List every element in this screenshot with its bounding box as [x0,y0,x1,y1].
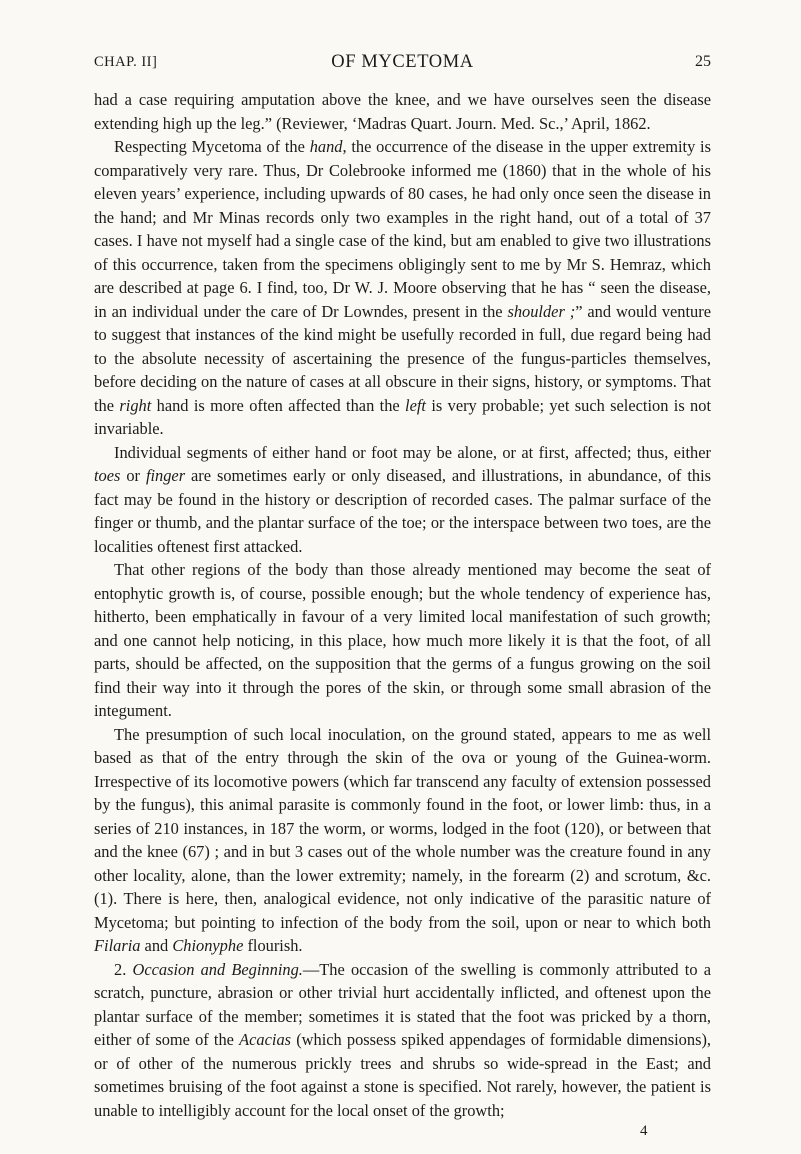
paragraph-other-regions [94,558,711,723]
text-run: (which possess spiked appendages of formidable dimensions), or of other of the numerous prickly trees and shrubs so wide-spread in the East; and sometimes bruising of the foot against a stone is specified. Not rarely, however, the patient is unable to intelligibly account for the local onset of the growth; [94,1030,712,1120]
text-run: Individual segments of either hand or foot may be alone, or at first, affected; thus, either [114,442,711,462]
running-header [94,52,711,76]
italic-term: Chionyphe [172,936,244,955]
page-body [94,88,711,1122]
italic-term: shoulder ; [507,301,576,321]
italic-term: Occasion and Beginning. [132,959,303,979]
text-run: hand is more often affected than the [151,395,406,415]
italic-term: hand [309,137,343,156]
paragraph-segments [94,441,711,559]
text-run: ” and would venture to suggest that instances of the kind might be usefully recorded in full, due regard being had to the absolute necessity of ascertaining the presence of the fungus-particles themselves, before deciding on the nature of cases at all obscure in their signs, history, or symptoms. That the [94,301,711,415]
text-run: is very probable; yet such selection is not invariable. [94,395,711,438]
text-run: The presumption of such local inoculation, on the ground stated, appears to me as well based as that of the entry through the skin of the ova or young of the Guinea-worm. Irrespective of its locomotive powers (which far transcend any faculty of extension possessed by the fungus), this animal parasite is commonly found in the foot, or lower limb: thus, in a series of 210 instances, in 187 the worm, or worms, lodged in the foot (120), or between that and the knee (67) ; and in but 3 cases out of the whole number was the creature found in any other locality, alone, than the lower extremity; namely, in the forearm (2) and scrotum, &c. (1). There is here, then, analogical evidence, not only indicative of the parasitic nature of Mycetoma; but pointing to infection of the body from the soil, upon or near to which both [94,724,711,932]
text-run: or [120,466,146,485]
signature-mark: 4 [640,1123,648,1139]
italic-term: finger [145,466,186,485]
italic-term: toes [94,466,121,485]
running-title: OF MYCETOMA [331,52,474,72]
text-run: and [140,936,173,955]
text-run: Respecting Mycetoma of the [114,137,310,156]
paragraph-inoculation [94,723,711,958]
paragraph-continued [94,88,711,135]
text-run: flourish. [243,936,303,955]
italic-term: Filaria [94,936,141,955]
text-run: 2. [114,959,133,979]
paragraph-occasion [94,958,711,1123]
chapter-label: CHAP. II] [94,54,158,70]
page-number: 25 [695,53,711,70]
text-run: —The occasion of the swelling is commonly attributed to a scratch, puncture, abrasion or other trivial hurt accidentally inflicted, and oftenest upon the plantar surface of the member; sometimes it is stated that the foot was pricked by a thorn, either of some of the [94,959,712,1049]
italic-term: left [405,395,426,415]
text-run: That other regions of the body than those already mentioned may become the seat of entophytic growth is, of course, possible enough; but the whole tendency of experience has, hitherto, been emphatically in favour of a very limited local manifestation of such growth; and one cannot help noticing, in this place, how much more likely it is that the foot, of all parts, should be affected, on the supposition that the germs of a fungus growing on the soil find their way into it through the pores of the skin, or through some small abrasion of the integument. [94,560,711,720]
italic-term: right [119,395,152,415]
paragraph-hand [94,135,711,441]
italic-term: Acacias [239,1030,292,1049]
text-run: are sometimes early or only diseased, and illustrations, in abundance, of this fact may be found in the history or description of recorded cases. The palmar surface of the finger or thumb, and the plantar surface of the toe; or the interspace between two toes, are the localities oftenest first attacked. [94,466,711,556]
text-run: , the occurrence of the disease in the upper extremity is comparatively very rare. Thus, Dr Colebrooke informed me (1860) that in the whole of his eleven years’ experience, including upwards of 80 cases, he had only once seen the disease in the hand; and Mr Minas records only two examples in the right hand, out of a total of 37 cases. I have not myself had a single case of the kind, but am enabled to give two illustrations of this occurrence, taken from the specimens obligingly sent to me by Mr S. Hemraz, which are described at page 6. I find, too, Dr W. J. Moore observing that he has “ seen the disease, in an individual under the care of Dr Lowndes, present in the [94,137,711,321]
text-run: had a case requiring amputation above the knee, and we have ourselves seen the disease extending high up the leg.” (Reviewer, ‘Madras Quart. Journ. Med. Sc.,’ April, 1862. [94,90,711,133]
